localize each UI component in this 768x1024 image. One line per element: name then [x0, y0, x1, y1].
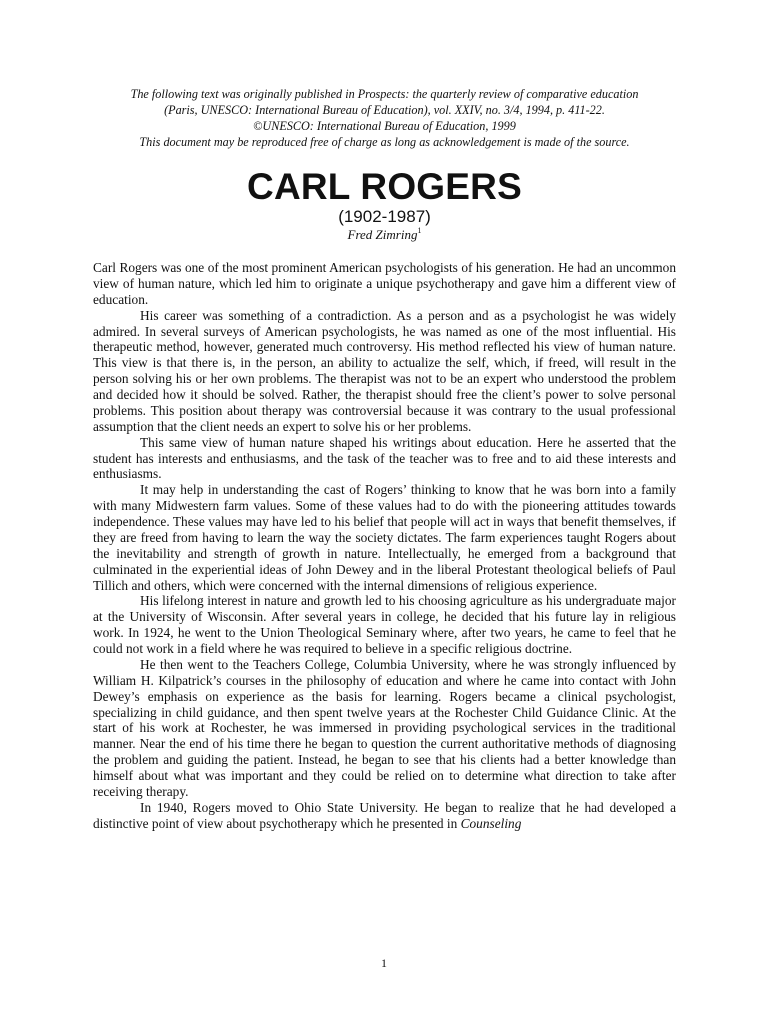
publication-note-line: This document may be reproduced free of charge as long as acknowledgement is made of the source. — [139, 135, 630, 149]
body-paragraph: Carl Rogers was one of the most prominent American psychologists of his generation. He had an uncommon view of human nature, which led him to originate a unique psychotherapy and gave him a different view of education. — [93, 260, 676, 307]
publication-note-line: ©UNESCO: International Bureau of Education, 1999 — [253, 119, 516, 133]
author-line — [93, 227, 676, 243]
body-paragraph — [93, 800, 676, 832]
document-title: CARL ROGERS — [247, 166, 522, 207]
body-paragraph: His lifelong interest in nature and growth led to his choosing agriculture as his undergraduate major at the University of Wisconsin. After several years in college, he decided that his future lay in religious work. In 1924, he went to the Union Theological Seminary where, after two years, he came to feel that he could not work in a field where he was required to believe in a specific religious doctrine. — [93, 593, 676, 656]
author-name: Fred Zimring — [347, 227, 418, 242]
book-title-italic: Counseling — [460, 815, 522, 831]
body-paragraph: He then went to the Teachers College, Columbia University, where he was strongly influenced by William H. Kilpatrick’s courses in the philosophy of education and where he came into contact with John Dewey’s emphasis on experience as the basis for learning. Rogers became a clinical psychologist, specializing in child guidance, and then spent twelve years at the Rochester Child Guidance Clinic. At the start of his work at Rochester, he was immersed in providing psychological services in the traditional manner. Near the end of his time there he began to question the current authoritative methods of diagnosing the problem and guiding the patient. Instead, he began to see that his clients had a better knowledge than himself about what was important and they could be relied on to determine what direction to take after receiving therapy. — [93, 656, 676, 799]
publication-note — [93, 86, 676, 150]
life-dates: (1902-1987) — [338, 207, 431, 226]
publication-note-line: (Paris, UNESCO: International Bureau of Education), vol. XXIV, no. 3/4, 1994, p. 411-22. — [164, 103, 605, 117]
footnote-mark: 1 — [417, 226, 422, 235]
page-number: 1 — [381, 956, 387, 970]
body-paragraph: This same view of human nature shaped his writings about education. Here he asserted that the student has interests and enthusiasms, and the task of the teacher was to free and to aid these interests and enthusiasms. — [93, 434, 676, 482]
body-paragraph: His career was something of a contradiction. As a person and as a psychologist he was widely admired. In several surveys of American psychologists, he was named as one of the most influential. His therapeutic method, however, generated much controversy. His method reflected his view of human nature. This view is that there is, in the person, an ability to actualize the self, which, if freed, will result in the person solving his or her own problems. The therapist was not to be an expert who understood the problem and decided how it should be solved. Rather, the therapist should free the client’s power to solve personal problems. This position about therapy was controversial because it was contrary to the usual professional assumption that the client needs an expert to solve his or her problems. — [93, 307, 676, 434]
article-body — [93, 260, 676, 832]
document-page — [93, 86, 676, 832]
publication-note-line: The following text was originally published in Prospects: the quarterly review of comparative education — [130, 87, 639, 101]
body-paragraph: It may help in understanding the cast of Rogers’ thinking to know that he was born into a family with many Midwestern farm values. Some of these values had to do with the pioneering attitudes towards independence. These values may have led to his belief that people will act in ways that benefit themselves, if they are freed from having to learn the way the society dictates. The farm experiences taught Rogers about the inevitability and strength of growth in nature. Intellectually, he emerged from a background that culminated in the experiential ideas of John Dewey and in the liberal Protestant theological beliefs of Paul Tillich and others, which were concerned with the internal dimensions of religious experience. — [93, 482, 676, 593]
body-paragraph-text: In 1940, Rogers moved to Ohio State University. He began to realize that he had developed a distinctive point of view about psychotherapy which he presented in — [93, 799, 676, 831]
